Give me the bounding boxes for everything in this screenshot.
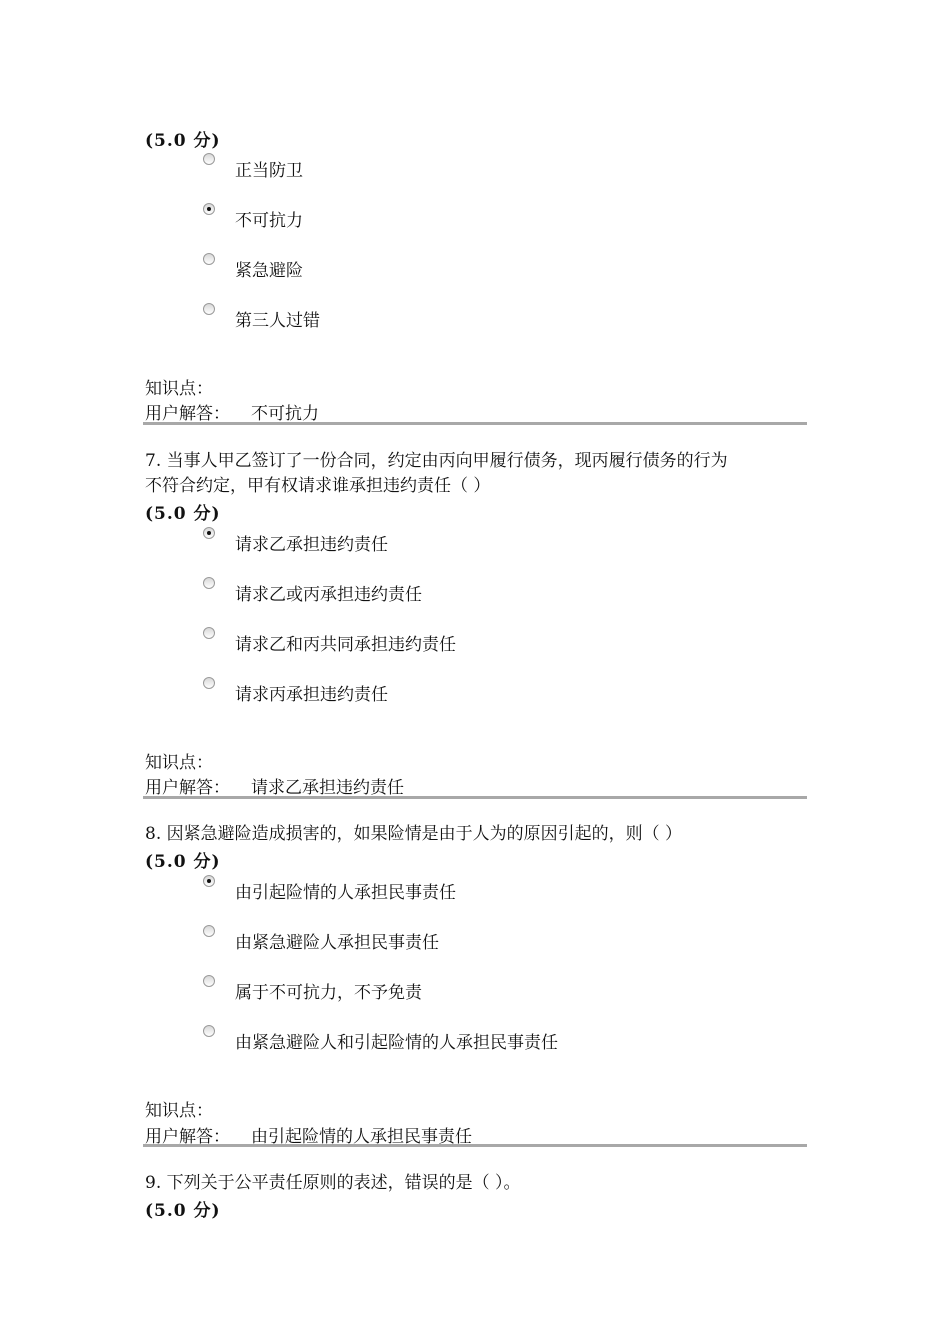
q7-divider [143, 796, 807, 799]
q8-answer-label: 用户解答： [145, 1127, 230, 1147]
q8-option-1-label: 由引起险情的人承担民事责任 [235, 883, 456, 903]
q7-knowledge-label: 知识点： [145, 753, 213, 773]
q7-option-3-label: 请求乙和丙共同承担违约责任 [235, 635, 456, 655]
q8-option-2-radio[interactable] [203, 925, 215, 937]
q9-score: (5.0 分) [145, 1201, 221, 1221]
q8-option-3-radio[interactable] [203, 975, 215, 987]
q7-answer-value: 请求乙承担违约责任 [251, 778, 404, 798]
q6-option-3-label: 紧急避险 [235, 261, 303, 281]
q7-option-2-label: 请求乙或丙承担违约责任 [235, 585, 422, 605]
q7-option-1-label: 请求乙承担违约责任 [235, 535, 388, 555]
q7-option-4-label: 请求丙承担违约责任 [235, 685, 388, 705]
q6-score: (5.0 分) [145, 131, 221, 151]
q6-option-4-radio[interactable] [203, 303, 215, 315]
q8-option-4-radio[interactable] [203, 1025, 215, 1037]
q7-option-3-radio[interactable] [203, 627, 215, 639]
q6-option-1-label: 正当防卫 [235, 161, 303, 181]
q7-option-2-radio[interactable] [203, 577, 215, 589]
q8-score: (5.0 分) [145, 852, 221, 872]
q6-divider [143, 422, 807, 425]
q6-knowledge-label: 知识点： [145, 379, 213, 399]
q7-text-line1: 7. 当事人甲乙签订了一份合同，约定由丙向甲履行债务，现丙履行债务的行为 [145, 451, 728, 471]
q8-option-2-label: 由紧急避险人承担民事责任 [235, 933, 439, 953]
q7-score: (5.0 分) [145, 504, 221, 524]
q6-answer-label: 用户解答： [145, 404, 230, 424]
q8-option-4-label: 由紧急避险人和引起险情的人承担民事责任 [235, 1033, 558, 1053]
q6-option-3-radio[interactable] [203, 253, 215, 265]
q6-option-2-radio[interactable] [203, 203, 215, 215]
q8-text-line1: 8. 因紧急避险造成损害的，如果险情是由于人为的原因引起的，则（ ） [145, 824, 683, 844]
q6-option-2-label: 不可抗力 [235, 211, 303, 231]
q6-option-1-radio[interactable] [203, 153, 215, 165]
q8-option-1-radio[interactable] [203, 875, 215, 887]
q8-knowledge-label: 知识点： [145, 1101, 213, 1121]
q7-option-4-radio[interactable] [203, 677, 215, 689]
q6-option-4-label: 第三人过错 [235, 311, 320, 331]
q8-answer-value: 由引起险情的人承担民事责任 [251, 1127, 472, 1147]
q9-text-line1: 9. 下列关于公平责任原则的表述，错误的是（ ）。 [145, 1173, 521, 1193]
q7-option-1-radio[interactable] [203, 527, 215, 539]
q8-option-3-label: 属于不可抗力，不予免责 [235, 983, 422, 1003]
q8-divider [143, 1144, 807, 1147]
q7-answer-label: 用户解答： [145, 778, 230, 798]
q7-text-line2: 不符合约定，甲有权请求谁承担违约责任（ ） [145, 476, 491, 496]
q6-answer-value: 不可抗力 [251, 404, 319, 424]
